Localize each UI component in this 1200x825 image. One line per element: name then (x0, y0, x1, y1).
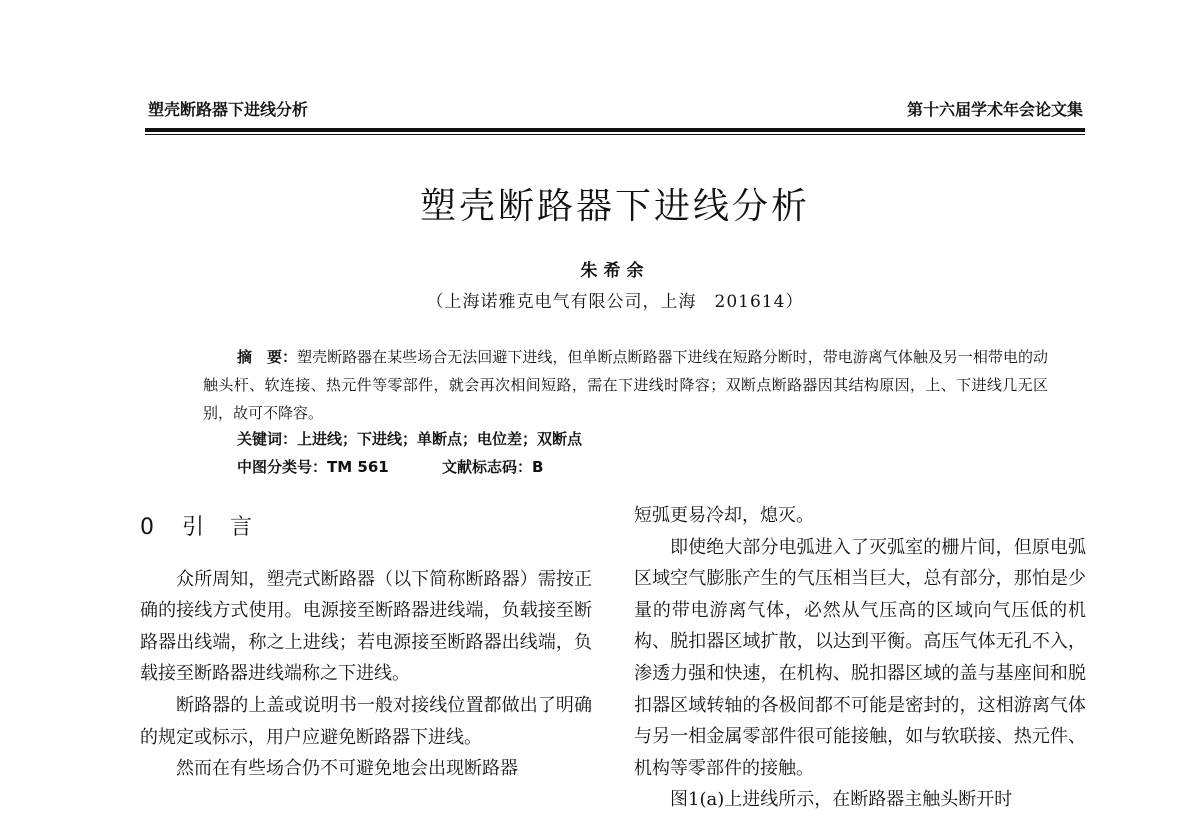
doc-code-label: 文献标志码： (441, 458, 532, 476)
doc-code-value: B (531, 458, 544, 476)
section-heading (140, 512, 592, 544)
header-rule-thick (145, 128, 1085, 132)
left-column (140, 500, 592, 785)
classification (237, 456, 543, 477)
running-header (148, 97, 1083, 123)
paragraph: 众所周知，塑壳式断路器（以下简称断路器）需按正确的接线方式使用。电源接至断路器进线端，负载接至断路器出线端，称之上进线；若电源接至断路器出线端，负载接至断路器进线端称之下进线。 (140, 568, 592, 685)
paper-affiliation: （上海诺雅克电气有限公司，上海 201614） (426, 292, 804, 312)
paper-title: 塑壳断路器下进线分析 (419, 186, 810, 227)
running-header-left: 塑壳断路器下进线分析 (148, 100, 309, 119)
paragraph: 断路器的上盖或说明书一般对接线位置都做出了明确的规定或标示，用户应避免断路器下进线。 (140, 694, 592, 748)
keywords-label: 关键词： (237, 430, 298, 448)
keywords-text: 上进线；下进线；单断点；电位差；双断点 (297, 430, 583, 448)
paper-author: 朱希余 (580, 261, 650, 281)
clc-label: 中图分类号： (237, 458, 328, 476)
paragraph: 然而在有些场合仍不可避免地会出现断路器 (176, 758, 518, 780)
abstract (203, 343, 1048, 427)
section-number: 0 (140, 515, 156, 540)
section-title: 引言 (182, 515, 279, 540)
paragraph-continuation: 短弧更易冷却，熄灭。 (634, 505, 814, 526)
right-column (634, 500, 1086, 816)
paragraph: 即使绝大部分电弧进入了灭弧室的栅片间，但原电弧区域空气膨胀产生的气压相当巨大，总有部分，那怕是少量的带电游离气体，必然从气压高的区域向气压低的机构、脱扣器区域扩散，以达到平衡。高压气体无孔不入，渗透力强和快速，在机构、脱扣器区域的盖与基座间和脱扣器区域转轴的各极间都不可能是密封的，这相游离气体与另一相金属零部件很可能接触，如与软联接、热元件、机构等零部件的接触。 (634, 536, 1086, 779)
keywords (237, 428, 582, 449)
header-rule-thin (145, 134, 1085, 135)
document-code (442, 458, 543, 476)
abstract-text: 塑壳断路器在某些场合无法回避下进线，但单断点断路器下进线在短路分断时，带电游离气体触及另一相带电的动触头杆、软连接、热元件等零部件，就会再次相间短路，需在下进线时降容；双断点断路器因其结构原因，上、下进线几无区别，故可不降容。 (203, 348, 1048, 422)
clc-value: TM 561 (327, 458, 389, 476)
running-header-right: 第十六届学术年会论文集 (906, 100, 1083, 119)
paragraph: 图1(a)上进线所示，在断路器主触头断开时 (670, 789, 1013, 811)
abstract-label: 摘 要： (237, 348, 298, 366)
